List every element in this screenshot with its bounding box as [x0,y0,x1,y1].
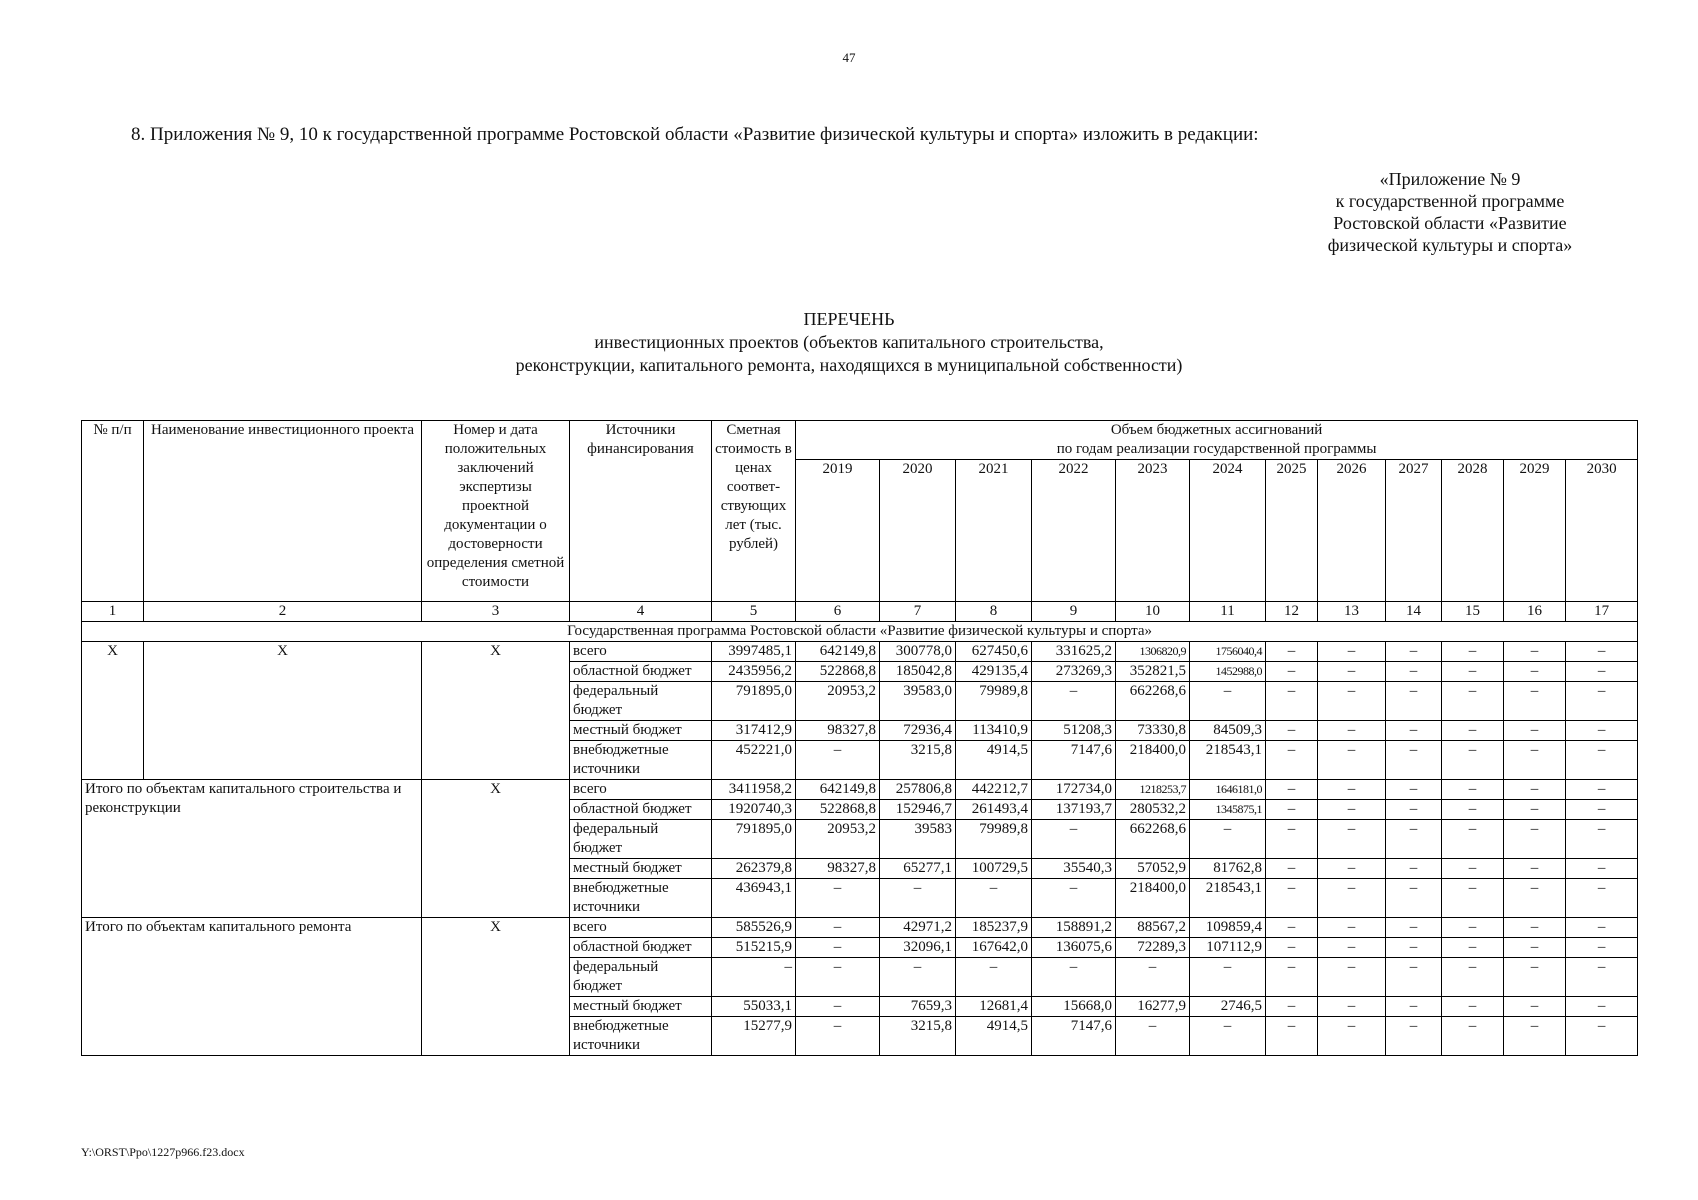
year-value-cell: 7659,3 [880,997,956,1017]
year-value-cell: – [1566,721,1638,741]
year-value-cell: – [1386,1017,1442,1056]
year-value-cell: – [1266,662,1318,682]
year-value-cell: 16277,9 [1116,997,1190,1017]
year-value-cell: 12681,4 [956,997,1032,1017]
year-value-cell: – [1504,820,1566,859]
year-value-cell: – [1318,918,1386,938]
funding-source-cell: всего [570,642,712,662]
header-num: № п/п [82,421,144,602]
year-value-cell: – [1386,958,1442,997]
estimate-cost-cell: 2435956,2 [712,662,796,682]
year-value-cell: – [796,958,880,997]
year-value-cell: – [1266,879,1318,918]
year-value-cell: – [1190,958,1266,997]
program-row [82,622,1638,642]
year-value-cell: 442212,7 [956,780,1032,800]
year-value-cell: – [1442,918,1504,938]
year-value-cell: 3215,8 [880,1017,956,1056]
year-value-cell: 642149,8 [796,780,880,800]
year-value-cell: – [1386,800,1442,820]
year-value-cell: – [1504,780,1566,800]
estimate-cost-cell: 1920740,3 [712,800,796,820]
year-value-cell: – [880,958,956,997]
year-value-cell: 113410,9 [956,721,1032,741]
year-value-cell: 627450,6 [956,642,1032,662]
year-value-cell: – [1504,642,1566,662]
year-value-cell: – [1442,820,1504,859]
funding-source-cell: федеральный бюджет [570,820,712,859]
column-index: 1 [82,602,144,622]
year-value-cell: – [1442,1017,1504,1056]
year-value-cell: – [956,958,1032,997]
year-value-cell: – [1504,741,1566,780]
year-value-cell: – [1566,859,1638,879]
year-value-cell: – [1504,859,1566,879]
year-value-cell: 51208,3 [1032,721,1116,741]
year-value-cell: – [1566,642,1638,662]
estimate-cost-cell: 452221,0 [712,741,796,780]
header-expertise: Номер и дата положительных заключений экспертизы проектной документации о достоверности определения сметной стоимости [422,421,570,602]
appendix-line: Ростовской области «Развитие [1333,213,1567,233]
year-header: 2019 [796,460,880,602]
year-value-cell: – [796,879,880,918]
year-value-cell: – [1318,800,1386,820]
header-name: Наименование инвестиционного проекта [144,421,422,602]
year-value-cell: – [1566,662,1638,682]
year-value-cell: – [796,918,880,938]
subtotal-name-cell: Итого по объектам капитального ремонта [82,918,422,1056]
year-value-cell: – [1504,662,1566,682]
year-value-cell: – [1318,820,1386,859]
estimate-cost-cell: 262379,8 [712,859,796,879]
year-value-cell: – [1266,741,1318,780]
column-index: 4 [570,602,712,622]
appendix-caption [1300,168,1600,256]
year-value-cell: – [1318,662,1386,682]
year-value-cell: – [1116,958,1190,997]
year-header: 2022 [1032,460,1116,602]
column-index: 10 [1116,602,1190,622]
year-header: 2021 [956,460,1032,602]
year-value-cell: – [1566,918,1638,938]
year-value-cell: – [1442,800,1504,820]
year-header: 2028 [1442,460,1504,602]
year-value-cell: – [1504,958,1566,997]
year-value-cell: 522868,8 [796,662,880,682]
year-value-cell: – [1318,938,1386,958]
column-index: 2 [144,602,422,622]
year-value-cell: – [1032,682,1116,721]
year-value-cell: – [1504,997,1566,1017]
data-row [82,642,1638,662]
year-value-cell: 35540,3 [1032,859,1116,879]
footer-file-path: Y:\ORST\Ppo\1227p966.f23.docx [81,1145,245,1159]
column-index: 12 [1266,602,1318,622]
funding-source-cell: местный бюджет [570,997,712,1017]
year-value-cell: – [1566,741,1638,780]
year-value-cell: 280532,2 [1116,800,1190,820]
funding-source-cell: внебюджетные источники [570,879,712,918]
year-value-cell: 136075,6 [1032,938,1116,958]
year-value-cell: 172734,0 [1032,780,1116,800]
year-header: 2026 [1318,460,1386,602]
year-value-cell: – [956,879,1032,918]
funding-source-cell: областной бюджет [570,800,712,820]
year-value-cell: 257806,8 [880,780,956,800]
year-value-cell: – [1442,938,1504,958]
year-value-cell: – [1566,958,1638,997]
year-value-cell: 1452988,0 [1190,662,1266,682]
year-value-cell: 88567,2 [1116,918,1190,938]
year-value-cell: 7147,6 [1032,1017,1116,1056]
estimate-cost-cell: 791895,0 [712,820,796,859]
year-value-cell: – [1266,859,1318,879]
year-value-cell: – [1266,958,1318,997]
year-value-cell: – [1386,859,1442,879]
year-value-cell: – [1386,820,1442,859]
year-value-cell: 158891,2 [1032,918,1116,938]
page-number: 47 [842,50,856,65]
year-value-cell: – [1566,682,1638,721]
year-value-cell: – [1442,879,1504,918]
year-header: 2030 [1566,460,1638,602]
title-subline: реконструкции, капитального ремонта, находящихся в муниципальной собственности) [515,355,1183,375]
year-value-cell: – [1318,721,1386,741]
year-header: 2024 [1190,460,1266,602]
year-value-cell: – [1386,780,1442,800]
year-value-cell: 72289,3 [1116,938,1190,958]
year-value-cell: 32096,1 [880,938,956,958]
year-value-cell: – [1442,662,1504,682]
year-value-cell: – [1032,958,1116,997]
year-value-cell: – [880,879,956,918]
funding-source-cell: местный бюджет [570,859,712,879]
year-value-cell: 4914,5 [956,741,1032,780]
year-value-cell: – [1386,997,1442,1017]
year-value-cell: – [1504,918,1566,938]
year-value-cell: 218543,1 [1190,879,1266,918]
year-value-cell: – [1318,879,1386,918]
column-index: 7 [880,602,956,622]
year-value-cell: – [1504,721,1566,741]
year-value-cell: 2746,5 [1190,997,1266,1017]
year-value-cell: 107112,9 [1190,938,1266,958]
year-value-cell: – [1266,682,1318,721]
year-value-cell: 39583,0 [880,682,956,721]
year-value-cell: – [1442,741,1504,780]
year-value-cell: – [1504,1017,1566,1056]
year-value-cell: 261493,4 [956,800,1032,820]
year-value-cell: 218543,1 [1190,741,1266,780]
year-value-cell: – [1566,800,1638,820]
year-value-cell: 218400,0 [1116,741,1190,780]
year-value-cell: – [1442,642,1504,662]
year-value-cell: – [1504,800,1566,820]
year-value-cell: – [796,938,880,958]
funding-source-cell: внебюджетные источники [570,741,712,780]
year-value-cell: – [1504,879,1566,918]
year-value-cell: – [1442,780,1504,800]
year-value-cell: – [1386,938,1442,958]
year-value-cell: – [1442,682,1504,721]
year-value-cell: – [1266,721,1318,741]
funding-source-cell: федеральный бюджет [570,958,712,997]
title-subline: инвестиционных проектов (объектов капитального строительства, [594,332,1104,352]
estimate-cost-cell: 585526,9 [712,918,796,938]
year-value-cell: 218400,0 [1116,879,1190,918]
expertise-cell: X [422,780,570,918]
column-index: 13 [1318,602,1386,622]
column-index: 16 [1504,602,1566,622]
year-value-cell: 39583 [880,820,956,859]
column-index: 15 [1442,602,1504,622]
year-value-cell: – [1318,958,1386,997]
year-value-cell: – [796,741,880,780]
header-estimate: Сметная стоимость в ценах соответ-ствующих лет (тыс. рублей) [712,421,796,602]
year-value-cell: – [1318,741,1386,780]
year-value-cell: – [1566,938,1638,958]
year-value-cell: 84509,3 [1190,721,1266,741]
year-value-cell: 57052,9 [1116,859,1190,879]
year-value-cell: 662268,6 [1116,682,1190,721]
year-value-cell: – [1386,642,1442,662]
year-value-cell: – [1318,1017,1386,1056]
expertise-cell: X [422,642,570,780]
year-value-cell: – [1266,918,1318,938]
column-index: 5 [712,602,796,622]
appendix-line: «Приложение № 9 [1379,169,1521,189]
year-value-cell: – [1266,800,1318,820]
program-title: Государственная программа Ростовской области «Развитие физической культуры и спорта» [82,622,1638,642]
year-value-cell: – [1032,879,1116,918]
year-value-cell: – [1442,859,1504,879]
document-title [0,308,1698,377]
column-index: 17 [1566,602,1638,622]
year-value-cell: 522868,8 [796,800,880,820]
funding-source-cell: всего [570,918,712,938]
data-row [82,918,1638,938]
year-value-cell: 15668,0 [1032,997,1116,1017]
year-value-cell: 642149,8 [796,642,880,662]
year-value-cell: – [1266,1017,1318,1056]
funding-source-cell: областной бюджет [570,662,712,682]
year-value-cell: 20953,2 [796,682,880,721]
appendix-line: физической культуры и спорта» [1327,235,1573,255]
project-number-cell: X [82,642,144,780]
year-value-cell: 185042,8 [880,662,956,682]
estimate-cost-cell: 15277,9 [712,1017,796,1056]
year-value-cell: – [1566,780,1638,800]
year-header: 2025 [1266,460,1318,602]
estimate-cost-cell: 515215,9 [712,938,796,958]
year-value-cell: – [1442,721,1504,741]
year-value-cell: 20953,2 [796,820,880,859]
year-value-cell: – [1032,820,1116,859]
header-volume [796,421,1638,460]
year-value-cell: 273269,3 [1032,662,1116,682]
year-value-cell: 1218253,7 [1116,780,1190,800]
funding-source-cell: местный бюджет [570,721,712,741]
column-index: 6 [796,602,880,622]
column-index: 11 [1190,602,1266,622]
year-value-cell: – [1190,682,1266,721]
year-value-cell: – [1318,997,1386,1017]
year-value-cell: 73330,8 [1116,721,1190,741]
year-value-cell: – [1190,1017,1266,1056]
year-value-cell: – [1266,938,1318,958]
intro-paragraph: 8. Приложения № 9, 10 к государственной программе Ростовской области «Развитие физической культуры и спорта» изложить в редакции: [131,124,1259,145]
year-value-cell: – [1566,820,1638,859]
header-sources: Источники финансирования [570,421,712,602]
year-value-cell: 98327,8 [796,721,880,741]
year-value-cell: – [1386,918,1442,938]
year-value-cell: – [1566,879,1638,918]
subtotal-name-cell: Итого по объектам капитального строительства и реконструкции [82,780,422,918]
year-value-cell: 1345875,1 [1190,800,1266,820]
header-row [82,421,1638,460]
year-value-cell: – [796,1017,880,1056]
year-value-cell: 429135,4 [956,662,1032,682]
column-index: 9 [1032,602,1116,622]
year-value-cell: 167642,0 [956,938,1032,958]
year-header: 2027 [1386,460,1442,602]
year-value-cell: 98327,8 [796,859,880,879]
funding-source-cell: федеральный бюджет [570,682,712,721]
year-value-cell: 79989,8 [956,820,1032,859]
funding-source-cell: областной бюджет [570,938,712,958]
year-value-cell: – [796,997,880,1017]
year-value-cell: 72936,4 [880,721,956,741]
year-value-cell: 79989,8 [956,682,1032,721]
year-value-cell: – [1116,1017,1190,1056]
header-volume-line: Объем бюджетных ассигнований [1110,422,1323,438]
year-value-cell: – [1442,958,1504,997]
estimate-cost-cell: 3411958,2 [712,780,796,800]
year-value-cell: – [1266,642,1318,662]
estimate-cost-cell: 55033,1 [712,997,796,1017]
header-volume-line: по годам реализации государственной программы [1056,441,1377,457]
project-name-cell: X [144,642,422,780]
year-header: 2023 [1116,460,1190,602]
year-value-cell: – [1190,820,1266,859]
year-value-cell: – [1266,997,1318,1017]
year-value-cell: – [1566,1017,1638,1056]
year-value-cell: – [1442,997,1504,1017]
year-header: 2020 [880,460,956,602]
year-value-cell: 65277,1 [880,859,956,879]
year-value-cell: 109859,4 [1190,918,1266,938]
year-value-cell: 7147,6 [1032,741,1116,780]
year-value-cell: – [1266,780,1318,800]
column-index: 14 [1386,602,1442,622]
year-value-cell: 300778,0 [880,642,956,662]
year-value-cell: – [1318,859,1386,879]
year-value-cell: – [1504,682,1566,721]
year-value-cell: 42971,2 [880,918,956,938]
year-value-cell: 152946,7 [880,800,956,820]
investment-projects-table [81,420,1638,1056]
year-value-cell: 4914,5 [956,1017,1032,1056]
year-value-cell: 1646181,0 [1190,780,1266,800]
year-value-cell: – [1318,642,1386,662]
year-value-cell: 1306820,9 [1116,642,1190,662]
column-index: 3 [422,602,570,622]
year-value-cell: – [1386,682,1442,721]
year-value-cell: – [1566,997,1638,1017]
expertise-cell: X [422,918,570,1056]
year-value-cell: 1756040,4 [1190,642,1266,662]
year-value-cell: 100729,5 [956,859,1032,879]
year-value-cell: 3215,8 [880,741,956,780]
year-value-cell: 185237,9 [956,918,1032,938]
year-value-cell: – [1386,662,1442,682]
year-value-cell: 352821,5 [1116,662,1190,682]
year-header: 2029 [1504,460,1566,602]
year-value-cell: – [1266,820,1318,859]
year-value-cell: 137193,7 [1032,800,1116,820]
year-value-cell: – [1386,741,1442,780]
year-value-cell: 331625,2 [1032,642,1116,662]
year-value-cell: – [1318,682,1386,721]
funding-source-cell: внебюджетные источники [570,1017,712,1056]
data-row [82,780,1638,800]
column-index: 8 [956,602,1032,622]
estimate-cost-cell: – [712,958,796,997]
year-value-cell: – [1386,721,1442,741]
estimate-cost-cell: 317412,9 [712,721,796,741]
year-value-cell: – [1504,938,1566,958]
appendix-line: к государственной программе [1335,191,1565,211]
column-index-row [82,602,1638,622]
year-value-cell: 662268,6 [1116,820,1190,859]
year-value-cell: – [1318,780,1386,800]
funding-source-cell: всего [570,780,712,800]
estimate-cost-cell: 436943,1 [712,879,796,918]
estimate-cost-cell: 791895,0 [712,682,796,721]
year-value-cell: 81762,8 [1190,859,1266,879]
title-heading: ПЕРЕЧЕНЬ [803,309,895,329]
year-value-cell: – [1386,879,1442,918]
estimate-cost-cell: 3997485,1 [712,642,796,662]
